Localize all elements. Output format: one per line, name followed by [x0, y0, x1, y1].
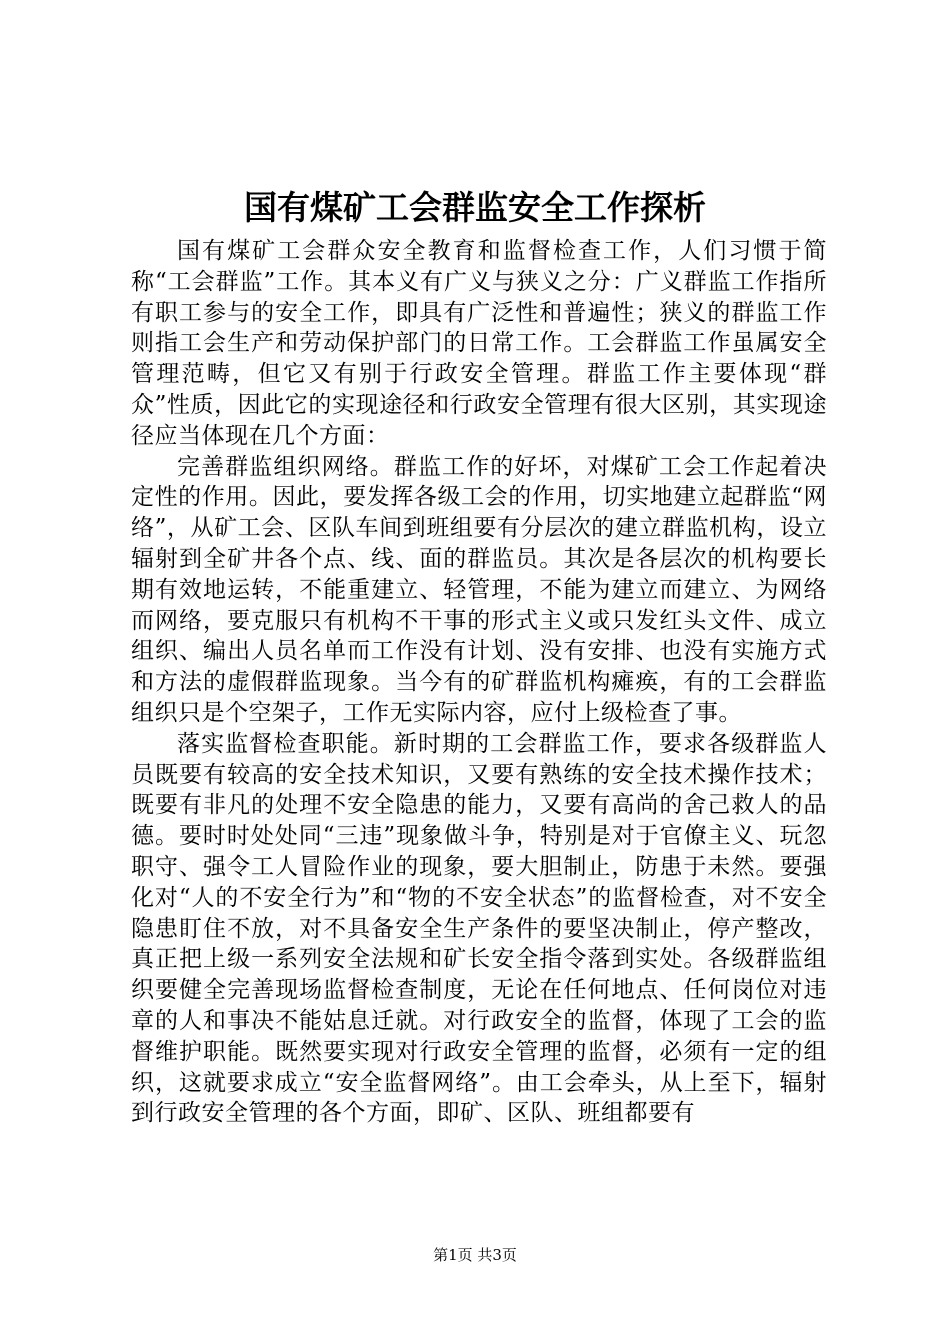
document-body	[131, 236, 827, 1129]
paragraph-intro: 国有煤矿工会群众安全教育和监督检查工作，人们习惯于简称“工会群监”工作。其本义有广义与狭义之分：广义群监工作指所有职工参与的安全工作，即具有广泛性和普遍性；狭义的群监工作则指工会生产和劳动保护部门的日常工作。工会群监工作虽属安全管理范畴，但它又有别于行政安全管理。群监工作主要体现“群众”性质，因此它的实现途径和行政安全管理有很大区别，其实现途径应当体现在几个方面：	[131, 238, 827, 449]
page-number-footer: 第1页 共3页	[433, 1246, 517, 1264]
paragraph-organization-network: 完善群监组织网络。群监工作的好坏，对煤矿工会工作起着决定性的作用。因此，要发挥各级工会的作用，切实地建立起群监“网络”，从矿工会、区队车间到班组要有分层次的建立群监机构，设立辐射到全矿井各个点、线、面的群监员。其次是各层次的机构要长期有效地运转，不能重建立、轻管理，不能为建立而建立、为网络而网络，要克服只有机构不干事的形式主义或只发红头文件、成立组织、编出人员名单而工作没有计划、没有安排、也没有实施方式和方法的虚假群监现象。当今有的矿群监机构瘫痪，有的工会群监组织只是个空架子，工作无实际内容，应付上级检查了事。	[131, 453, 827, 726]
paragraph-supervision-duty: 落实监督检查职能。新时期的工会群监工作，要求各级群监人员既要有较高的安全技术知识，又要有熟练的安全技术操作技术；既要有非凡的处理不安全隐患的能力，又要有高尚的舍己救人的品德。要时时处处同“三违”现象做斗争，特别是对于官僚主义、玩忽职守、强令工人冒险作业的现象，要大胆制止，防患于未然。要强化对“人的不安全行为”和“物的不安全状态”的监督检查，对不安全隐患盯住不放，对不具备安全生产条件的要坚决制止，停产整改，真正把上级一系列安全法规和矿长安全指令落到实处。各级群监组织要健全完善现场监督检查制度，无论在任何地点、任何岗位对违章的人和事决不能姑息迁就。对行政安全的监督，体现了工会的监督维护职能。既然要实现对行政安全管理的监督，必须有一定的组织，这就要求成立“安全监督网络”。由工会牵头，从上至下，辐射到行政安全管理的各个方面，即矿、区队、班组都要有	[131, 730, 827, 1127]
document-title: 国有煤矿工会群监安全工作探析	[244, 188, 706, 227]
